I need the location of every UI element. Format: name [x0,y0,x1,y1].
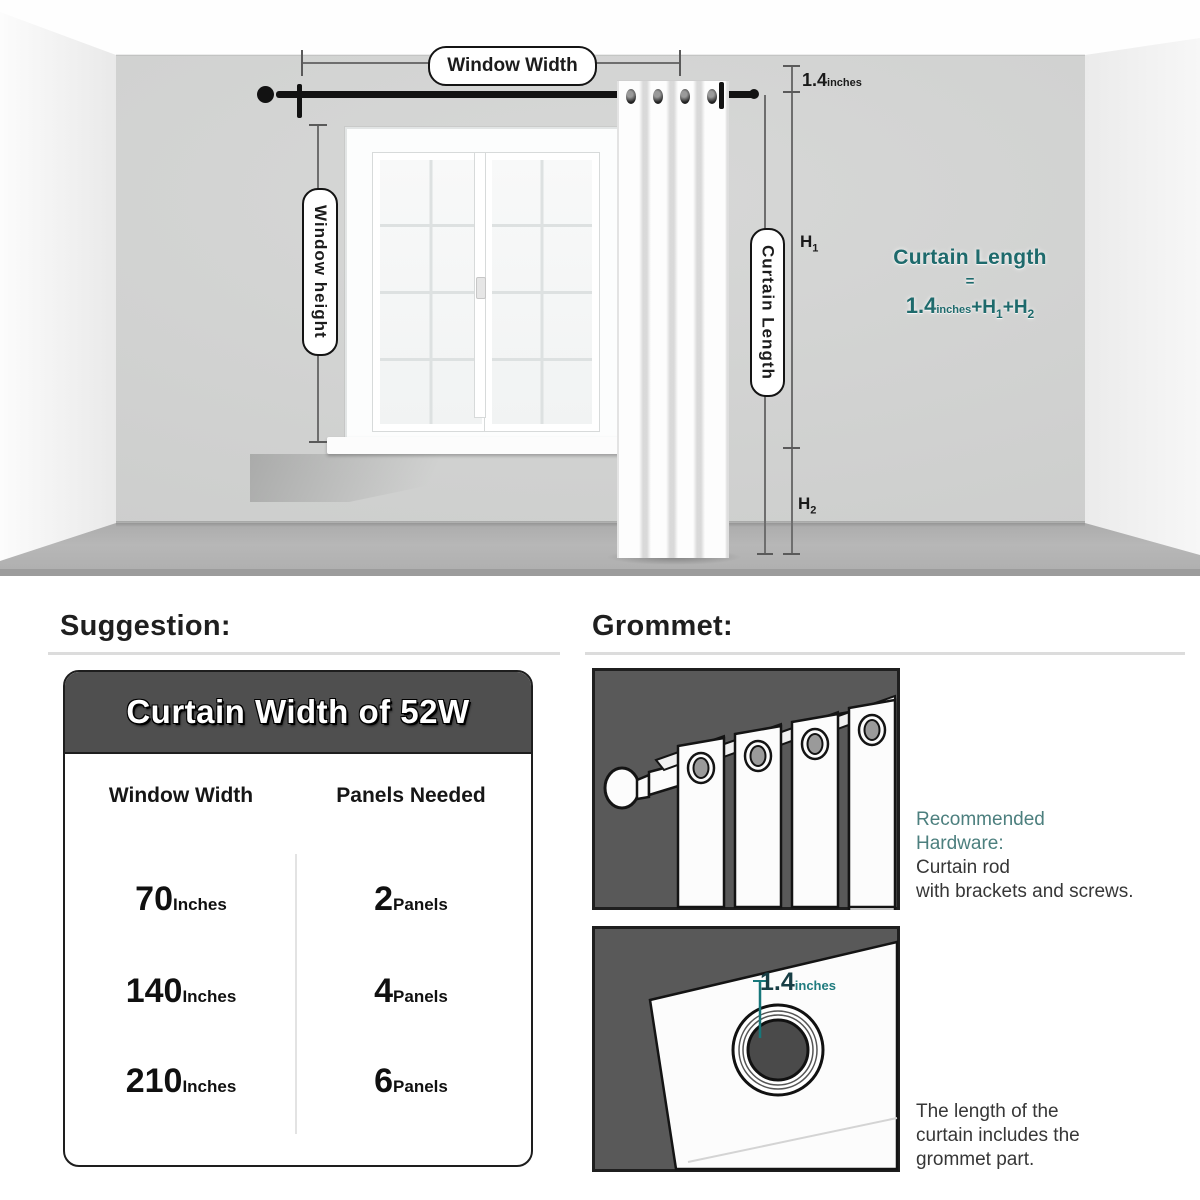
window-width-cell [65,1062,297,1101]
width-value: 140 [125,972,183,1010]
panels-unit: Panels [393,987,448,1006]
window-width-cell [65,880,297,919]
window-frame [345,127,621,442]
panels-unit: Panels [393,895,448,914]
formula-plus-h1: +H [971,297,997,318]
floor [0,520,1200,576]
suggestion-heading: Suggestion: [60,610,231,642]
grommet-closeup-svg [592,926,900,1172]
dimension-tick [783,447,800,449]
grommet-size-value: 1.4 [760,968,795,996]
length-note-line: grommet part. [916,1149,1035,1170]
suggestion-divider [48,652,560,655]
width-value: 70 [135,880,173,918]
room-illustration [0,0,1200,576]
top-gap-label [802,70,862,91]
formula-sub1: 1 [996,306,1003,321]
hardware-note-line: Hardware: [916,833,1004,854]
hardware-note-line: with brackets and screws. [916,881,1134,902]
column-header-panels-needed: Panels Needed [336,784,486,807]
curtain-length-formula [875,246,1065,321]
grommet-icon [680,89,690,104]
width-value: 210 [125,1062,183,1100]
dimension-tick [757,553,773,555]
window-height-label-pill [302,188,338,356]
dimension-tick [783,553,800,555]
grommet-heading: Grommet: [592,610,733,642]
dimension-tick [309,124,327,126]
rod-bracket-left-icon [297,84,302,118]
curtain-length-label-pill [750,228,785,397]
table-row [65,880,527,924]
formula-value: 1.4 [905,293,937,318]
window-handle [476,277,486,299]
window-sash-right [485,153,599,431]
h2-base: H [798,494,811,513]
formula-unit: inches [936,304,972,316]
curtain-length-label: Curtain Length [758,245,778,380]
suggestion-card [63,670,533,1167]
dimension-tick [301,50,303,76]
dimension-tick [783,65,800,67]
curtain-panel [617,80,729,558]
length-note [916,1100,1080,1172]
panels-value: 4 [374,972,394,1010]
rod-finial-icon [257,86,274,103]
grommet-divider [585,652,1185,655]
formula-expression [875,293,1065,321]
panels-cell [295,880,527,919]
rod-end-cap-icon [749,89,759,99]
floor-bottom-strip [0,569,1200,576]
h1-base: H [800,232,813,251]
left-wall [0,0,116,576]
formula-equals: = [965,273,975,290]
length-note-line: The length of the [916,1101,1059,1122]
hardware-note [916,808,1134,904]
table-row [65,972,527,1016]
grommet-rod-illustration-svg [592,668,900,910]
hardware-note-line: Recommended [916,809,1045,830]
window-sill [327,437,653,454]
suggestion-card-title: Curtain Width of 52W [126,693,470,730]
rod-bracket-right-icon [719,82,724,109]
dimension-tick [679,50,681,76]
grommet-rod-illustration [592,668,900,910]
width-unit: Inches [172,895,227,914]
grommet-size-label [760,968,836,997]
grommet-icon [653,89,663,104]
h2-sub: 2 [810,504,817,517]
window-width-label: Window Width [447,55,578,76]
floor-wall-shadow [116,521,1085,527]
top-gap-value: 1.4 [802,70,828,90]
length-note-line: curtain includes the [916,1125,1080,1146]
window-width-label-pill [428,46,597,86]
panels-value: 2 [374,880,394,918]
h1-label [800,232,818,254]
grommet-icon [626,89,636,104]
panels-cell [295,972,527,1011]
dimension-tick [309,441,327,443]
hardware-note-line: Curtain rod [916,857,1010,878]
panels-unit: Panels [393,1077,448,1096]
h2-label [798,494,816,516]
window-height-label: Window height [311,205,330,339]
dimension-tick [783,91,800,93]
h1-sub: 1 [812,242,819,255]
table-row [65,1062,527,1106]
formula-plus-h2: +H [1002,297,1028,318]
window-sash-left [373,153,489,431]
suggestion-card-header [65,672,531,754]
panels-cell [295,1062,527,1101]
window-width-cell [65,972,297,1011]
panels-value: 6 [374,1062,394,1100]
right-wall [1085,0,1200,576]
formula-title: Curtain Length [893,246,1047,269]
grommet-closeup-illustration [592,926,900,1172]
formula-sub2: 2 [1027,306,1035,321]
h-dimension-line [791,66,793,555]
width-unit: Inches [182,987,237,1006]
width-unit: Inches [182,1077,237,1096]
wall-ceiling-edge [116,54,1085,56]
top-gap-unit: inches [827,77,862,89]
grommet-icon [707,89,717,104]
column-header-window-width: Window Width [108,784,254,807]
grommet-size-unit: inches [794,978,836,993]
